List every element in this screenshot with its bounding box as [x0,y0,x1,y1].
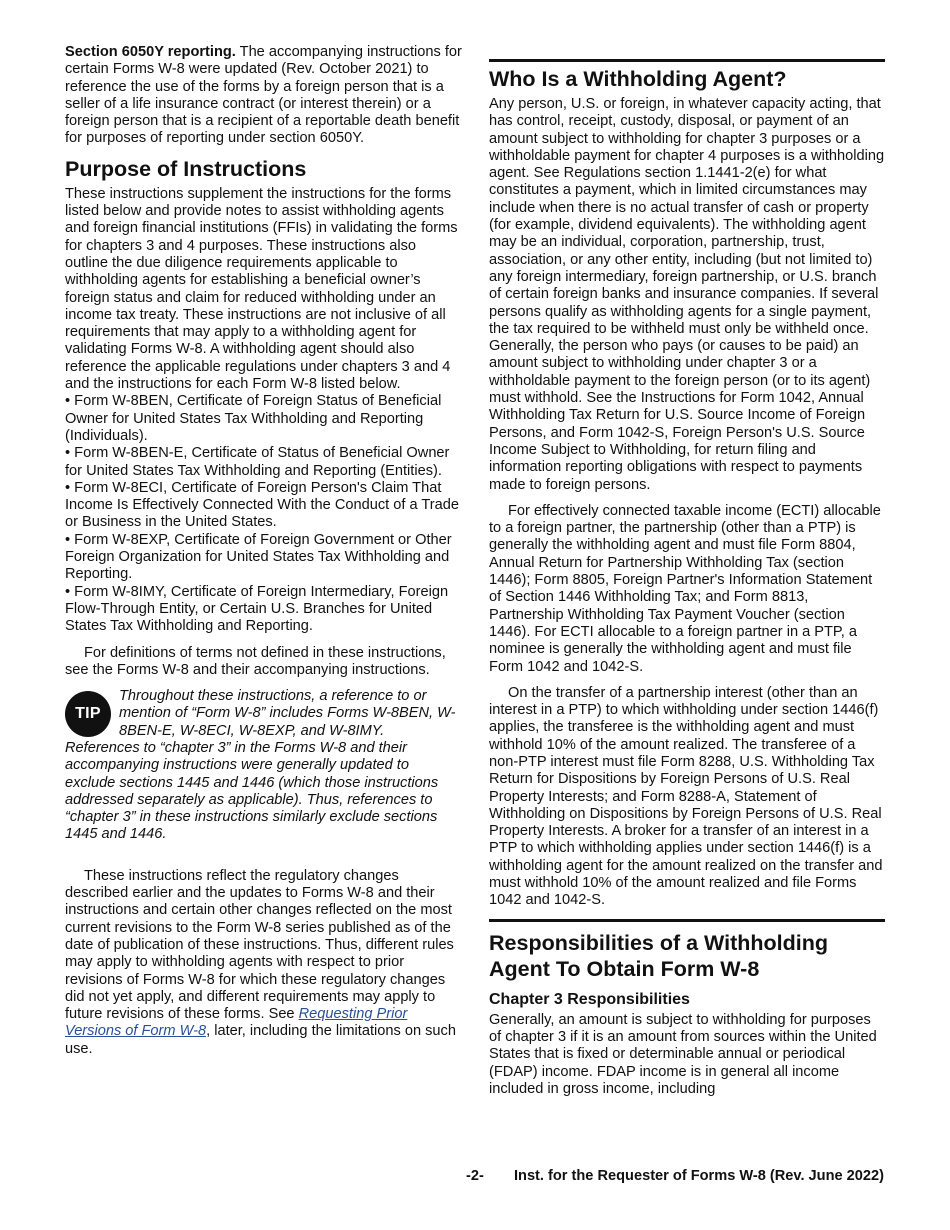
list-item: • Form W-8BEN, Certificate of Foreign Status of Beneficial Owner for United States Tax Withholding and Reporting (Individuals). [65,393,442,444]
purpose-heading: Purpose of Instructions [65,156,307,181]
bullet-icon: • [65,479,71,496]
ecti-paragraph: For effectively connected taxable income (ECTI) allocable to a foreign partner, the partnership (other than a PTP) is generally the withholding agent and must file Form 8804, Annual Return for Partnership Withholding Tax (section 1446); Form 8805, Foreign Partner's Information Statement of Section 1446 Withholding Tax; and Form 8813, Partnership Withholding Tax Payment Voucher (section 1446). For ECTI allocable to a foreign partner in a PTP, a nominee is generally the withholding agent and must file Form 1042 and 1042-S. [489,502,881,675]
bullet-icon: • [65,531,71,548]
section-6050y-text: The accompanying instructions for certain Forms W-8 were updated (Rev. October 2021) to reference the use of the forms by a foreign person that is a seller of a life insurance contract (or interest therein) or a foreign person that is a recipient of a reportable death benefit for purposes of reporting under section 6050Y. [65,44,462,147]
bullet-icon: • [65,393,71,410]
tip-icon: TIP [65,691,111,737]
form-list [65,393,462,635]
tip-box [65,688,462,844]
regulatory-changes-paragraph: These instructions reflect the regulatory changes described earlier and the updates to Forms W-8 and their instructions and certain other changes reflected on the most current revisions to the Form W-8 series published as of the date of publication of these instructions. Thus, different rules may apply to withholding agents with respect to prior revisions of Forms W-8 for which these regulatory changes did not yet apply, and different requirements may apply to future revisions of these forms. See Requesting Prior Versions of Form W-8, later, including the limitations on such use. [65,867,456,1057]
section-6050y-lead: Section 6050Y reporting. [65,44,236,60]
prior-versions-link[interactable]: Requesting Prior Versions of Form W-8 [65,1006,408,1040]
section-divider [489,919,885,922]
partnership-transfer-paragraph: On the transfer of a partnership interest (other than an interest in a PTP) to which withholding under section 1446(f) applies, the transferee is the withholding agent and must withhold 10% of the amount realized. The transferee of a non-PTP interest must file Form 8288, U.S. Withholding Tax Return for Dispositions by Foreign Persons of U.S. Real Property Interests; and Form 8288-A, Statement of Withholding on Dispositions by Foreign Persons of U.S. Real Property Interests. A broker for a transfer of an interest in a PTP to which withholding applies under section 1446(f) is a withholding agent for the amount realized on the transfer and must withhold 10% of the amount realized and file Forms 1042 and 1042-S. [489,684,883,909]
bullet-icon: • [65,445,71,462]
section-divider [489,59,885,62]
page-footer [0,1168,950,1188]
list-item: • Form W-8IMY, Certificate of Foreign Intermediary, Foreign Flow-Through Entity, or Certain U.S. Branches for United States Tax Withholding and Reporting. [65,583,449,635]
section-6050y-paragraph [65,44,462,148]
list-item: • Form W-8EXP, Certificate of Foreign Government or Other Foreign Organization for United States Tax Withholding and Reporting. [65,531,452,583]
chapter3-heading: Chapter 3 Responsibilities [489,990,690,1008]
page-number: -2- [466,1168,484,1184]
withholding-agent-paragraph: Any person, U.S. or foreign, in whatever capacity acting, that has control, receipt, custody, disposal, or payment of an amount subject to withholding for chapter 3 purposes or a withholdable payment for chapter 4 purposes is a withholding agent. See Regulations section 1.1441-2(e) for what constitutes a payment, which in limited circumstances may include when there is no actual transfer of cash or property (for example, dividend equivalents). The withholding agent may be an individual, corporation, partnership, trust, association, or any other entity, including (but not limited to) any foreign intermediary, foreign partnership, or U.S. branch of certain foreign banks and insurance companies. If several persons qualify as withholding agents for a single payment, the tax required to be withheld must only be withheld once. Generally, the person who pays (or causes to be paid) an amount subject to withholding under chapter 3 or a withholdable payment to the foreign person (or to its agent) must withhold. See the Instructions for Form 1042, Annual Withholding Tax Return for U.S. Source Income of Foreign Persons, and Form 1042-S, Foreign Person's U.S. Source Income Subject to Withholding, for return filing and information reporting obligations with respect to payments made to foreign persons. [489,96,885,493]
purpose-paragraph: These instructions supplement the instructions for the forms listed below and provide notes to assist withholding agents and foreign financial institutions (FFIs) in validating the forms for chapters 3 and 4 purposes. These instructions also outline the due diligence requirements applicable to withholding agents for establishing a beneficial owner’s foreign status and claim for reduced withholding under an income tax treaty. These instructions are not inclusive of all requirements that may apply to a withholding agent for validating Forms W-8. A withholding agent should also reference the applicable regulations under chapters 3 and 4 and the instructions for each Form W-8 listed below. [65,185,458,393]
list-item: • Form W-8BEN-E, Certificate of Status of Beneficial Owner for United States Tax Withholding and Reporting (Entities). [65,445,450,479]
responsibilities-heading: Responsibilities of a Withholding Agent To Obtain Form W-8 [489,930,829,981]
list-item: • Form W-8ECI, Certificate of Foreign Person's Claim That Income Is Effectively Connected With the Conduct of a Trade or Business in the United States. [65,479,459,531]
right-column [489,44,885,1107]
definitions-paragraph: For definitions of terms not defined in these instructions, see the Forms W-8 and their accompanying instructions. [65,644,446,678]
tip-text: Throughout these instructions, a reference to or mention of “Form W-8” includes Forms W-8BEN, W-8BEN-E, W-8ECI, W-8EXP, and W-8IMY. References to “chapter 3” in the Forms W-8 and their accompanying instructions were generally updated to exclude sections 1445 and 1446 (which those instructions addressed separately as applicable). Thus, references to “chapter 3” in these instructions similarly exclude sections 1445 and 1446. [65,688,456,843]
withholding-agent-heading: Who Is a Withholding Agent? [489,67,787,91]
chapter3-paragraph: Generally, an amount is subject to withholding for purposes of chapter 3 if it is an amount from sources within the United States that is fixed or determinable annual or periodical (FDAP) income. FDAP income is in general all income included in gross income, including [489,1011,877,1097]
footer-title: Inst. for the Requester of Forms W-8 (Rev. June 2022) [513,1168,884,1184]
bullet-icon: • [65,583,71,600]
left-column [65,44,462,1067]
